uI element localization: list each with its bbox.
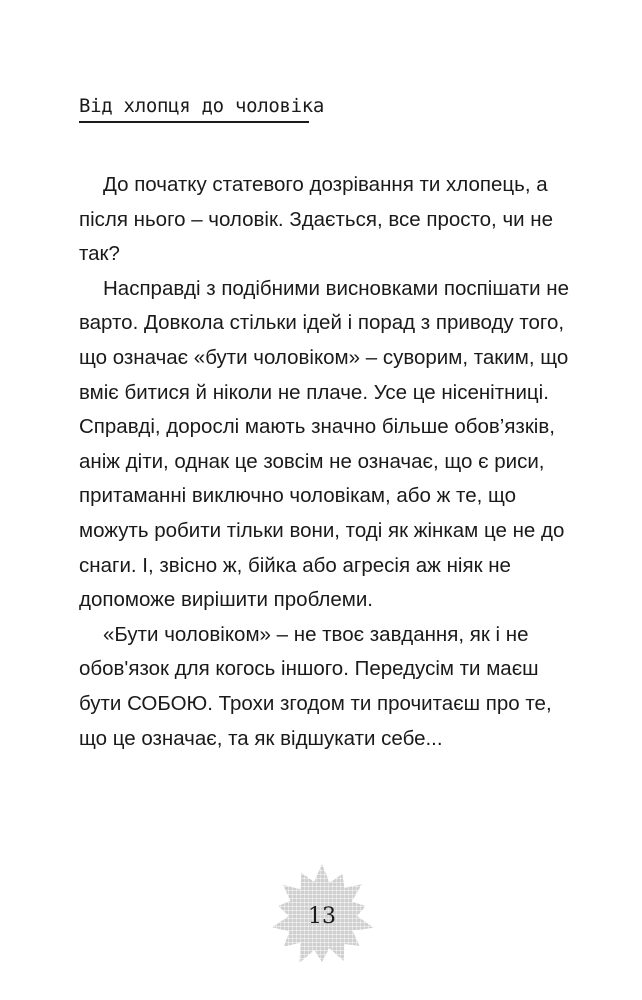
page-number-badge — [268, 862, 376, 970]
paragraph-2: Насправді з подібними висновками поспішати не варто. Довкола стільки ідей і порад з приводу того, що означає «бути чоловіком» – суворим, таким, що вміє битися й ніколи не плаче. Усе це нісенітниці. Справді, дорослі мають значно більше обов’язків, аніж діти, однак це зовсім не означає, що є риси, притаманні виключно чоловікам, або ж те, що можуть робити тільки вони, тоді як жінкам це не до снаги. І, звісно ж, бійка або агресія аж ніяк не допоможе вирішити проблеми. — [79, 276, 569, 612]
page-number: 13 — [308, 903, 336, 929]
section-title: Від хлопця до чоловіка — [79, 95, 325, 117]
section-heading — [79, 93, 324, 123]
paragraph-3: «Бути чоловіком» – не твоє завдання, як і не обов'язок для когось іншого. Передусім ти маєш бути СОБОЮ. Трохи згодом ти прочитаєш про те, що це означає, та як відшукати себе... — [79, 622, 552, 750]
paragraph-1: До початку статевого дозрівання ти хлопець, а після нього – чоловік. Здається, все просто, чи не так? — [79, 173, 553, 266]
body-text — [79, 168, 569, 756]
title-underline — [79, 121, 309, 123]
